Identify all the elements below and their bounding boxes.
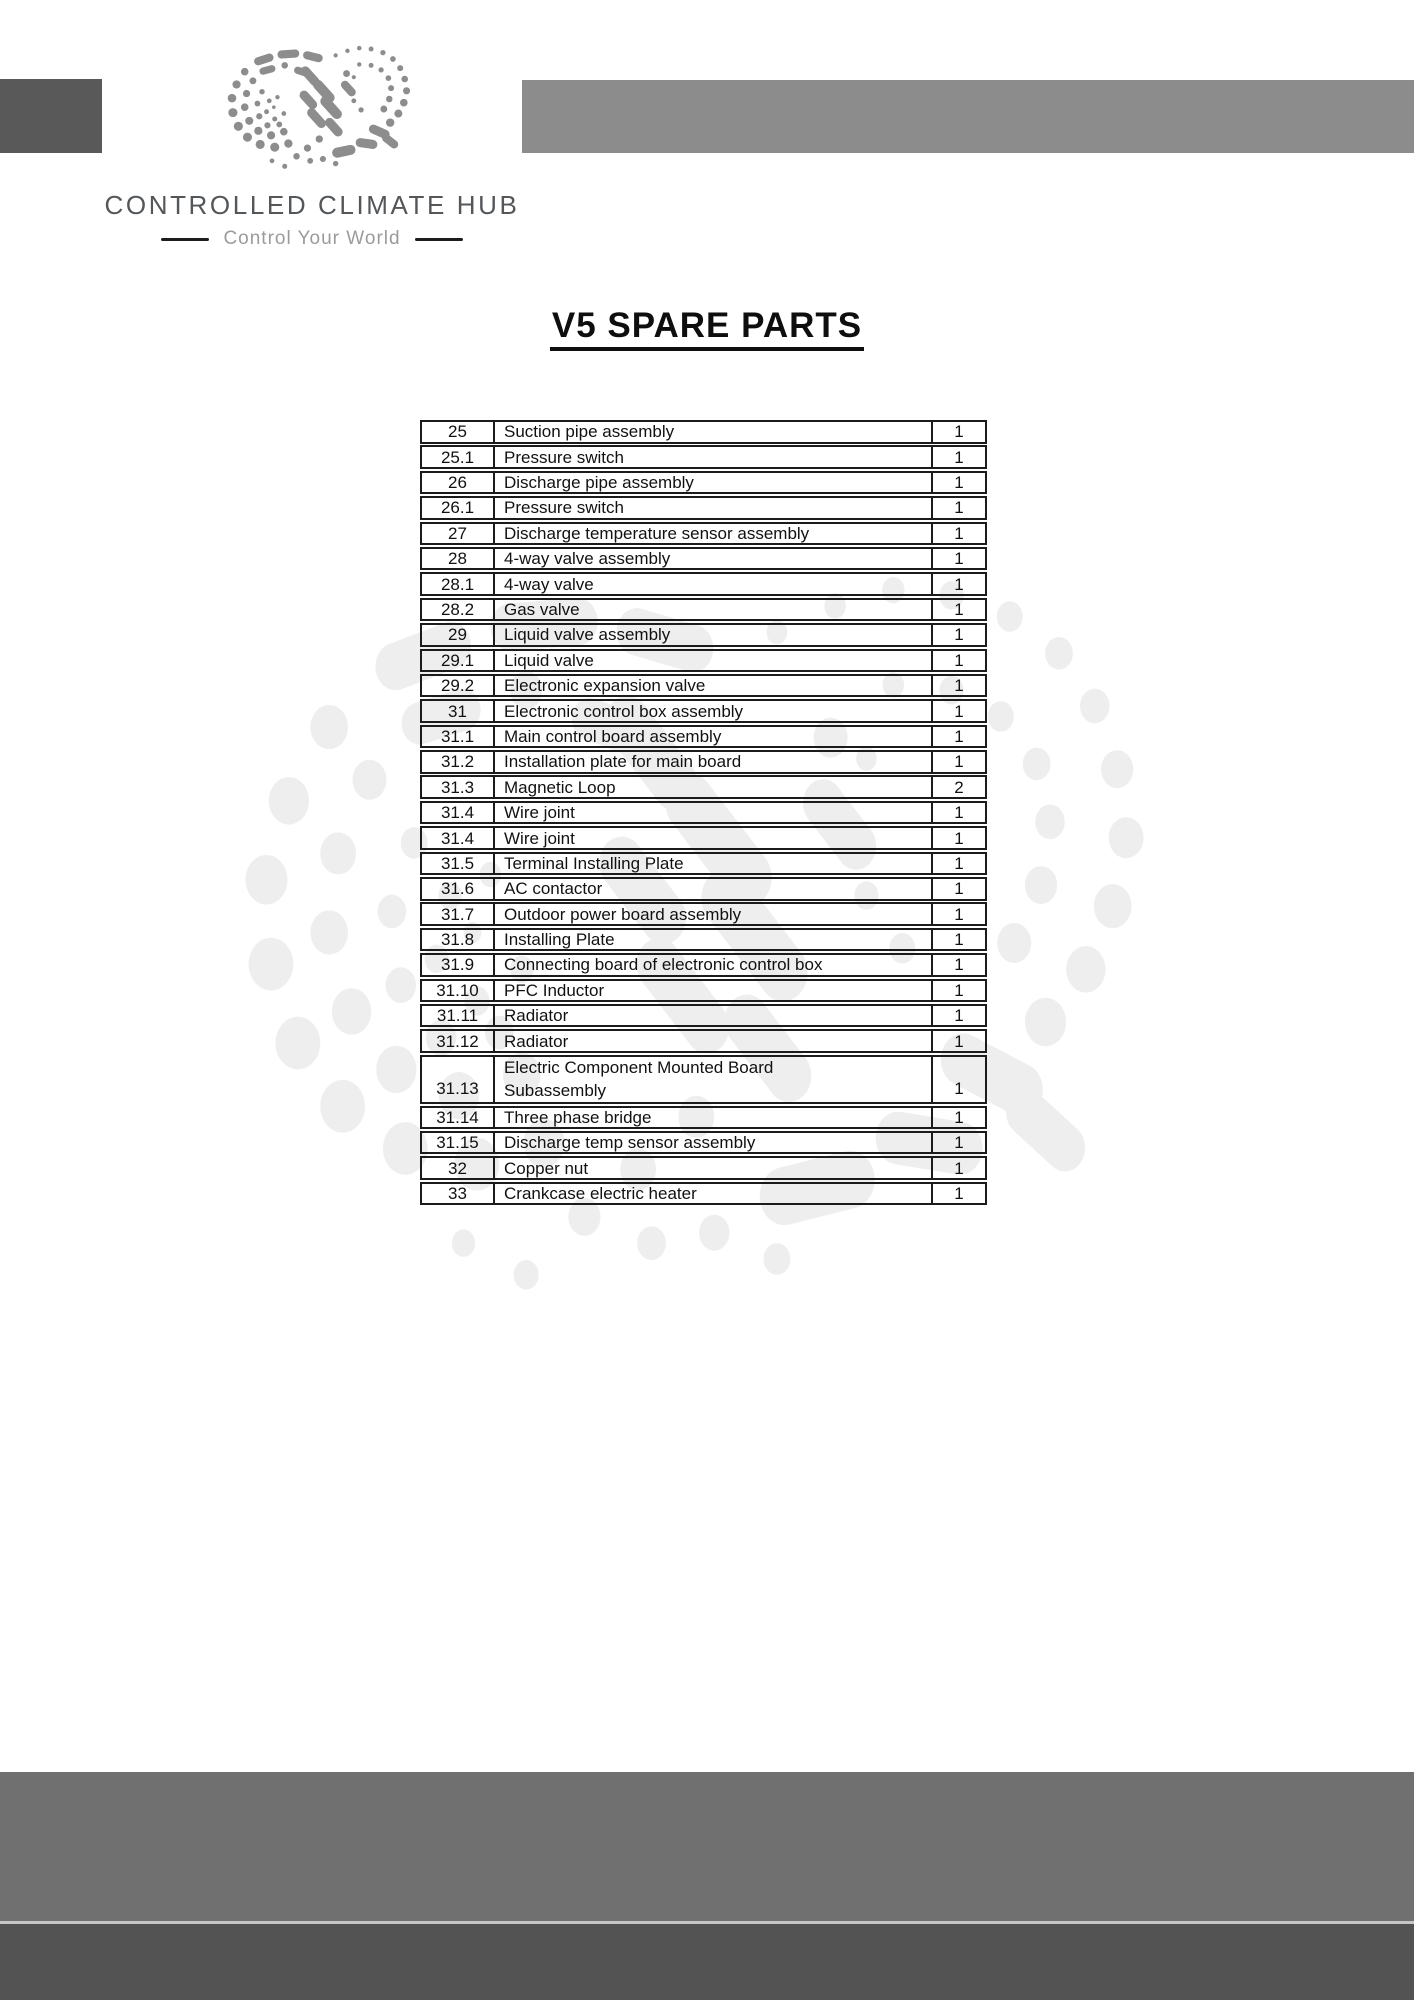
row-number-cell: 31.4 — [422, 803, 495, 823]
row-qty-cell: 1 — [931, 1158, 985, 1178]
row-description-cell: Wire joint — [504, 828, 575, 848]
row-qty-cell: 1 — [931, 600, 985, 620]
row-qty-cell: 1 — [931, 854, 985, 874]
footer-upper-band — [0, 1772, 1414, 1921]
table-row — [420, 826, 987, 850]
row-number-cell: 31.9 — [422, 955, 495, 975]
row-qty-cell: 1 — [931, 574, 985, 594]
row-qty-cell: 1 — [931, 447, 985, 467]
row-number-cell: 29.1 — [422, 651, 495, 671]
row-number-cell: 31.7 — [422, 904, 495, 924]
row-qty-cell: 1 — [931, 549, 985, 569]
row-description-cell: Radiator — [504, 1031, 569, 1051]
row-number-cell: 31.3 — [422, 777, 495, 797]
table-row — [420, 445, 987, 469]
header-left-block — [0, 79, 102, 153]
row-qty-cell: 1 — [931, 1108, 985, 1128]
row-description-cell: 4-way valve assembly — [504, 549, 671, 569]
row-description-cell: Liquid valve assembly — [504, 625, 671, 645]
table-row — [420, 1106, 987, 1130]
page-title — [0, 306, 1414, 351]
row-description-cell: Pressure switch — [504, 498, 624, 518]
row-description-cell: Terminal Installing Plate — [504, 853, 684, 873]
row-description-cell: Copper nut — [504, 1158, 589, 1178]
brand-name: CONTROLLED CLIMATE HUB — [104, 190, 520, 220]
row-number-cell: 31.12 — [422, 1031, 495, 1051]
row-number-cell: 25 — [422, 422, 495, 442]
table-row — [420, 801, 987, 825]
row-number-cell: 31.10 — [422, 981, 495, 1001]
row-number-cell: 31.11 — [422, 1006, 495, 1026]
row-number-cell: 29 — [422, 625, 495, 645]
row-number-cell: 26 — [422, 473, 495, 493]
row-qty-cell: 1 — [931, 727, 985, 747]
table-row — [420, 674, 987, 698]
parts-table — [420, 420, 987, 1207]
table-row — [420, 775, 987, 799]
row-qty-cell: 1 — [931, 422, 985, 442]
table-row — [420, 420, 987, 444]
row-description-cell: Outdoor power board assembly — [504, 904, 742, 924]
row-number-cell: 31.5 — [422, 854, 495, 874]
row-description-cell: Liquid valve — [504, 650, 594, 670]
row-qty-cell: 1 — [931, 803, 985, 823]
table-row — [420, 547, 987, 571]
table-row — [420, 1156, 987, 1180]
table-row — [420, 953, 987, 977]
tagline-dash-left — [161, 238, 209, 241]
row-number-cell: 31.4 — [422, 828, 495, 848]
tagline-text: Control Your World — [223, 228, 401, 249]
row-description-cell: Installation plate for main board — [504, 752, 742, 772]
tagline-dash-right — [415, 238, 463, 241]
description-line-2: Subassembly — [504, 1081, 607, 1101]
row-description-cell: Installing Plate — [504, 930, 615, 950]
row-number-cell: 31.2 — [422, 752, 495, 772]
table-row — [420, 852, 987, 876]
row-description-cell: Discharge pipe assembly — [504, 473, 694, 493]
table-row — [420, 496, 987, 520]
row-description-cell: Connecting board of electronic control box — [504, 955, 823, 975]
table-row — [420, 877, 987, 901]
brand-tagline — [62, 228, 562, 250]
row-number-cell: 33 — [422, 1184, 495, 1204]
row-description-cell: Main control board assembly — [504, 726, 722, 746]
row-number-cell: 32 — [422, 1158, 495, 1178]
row-number-cell: 25.1 — [422, 447, 495, 467]
table-row — [420, 1004, 987, 1028]
row-qty-cell: 1 — [931, 981, 985, 1001]
row-qty-cell: 1 — [931, 1006, 985, 1026]
row-number-cell: 31.6 — [422, 879, 495, 899]
row-qty-cell: 1 — [931, 1133, 985, 1153]
row-description-cell: Discharge temperature sensor assembly — [504, 523, 810, 543]
row-number-cell: 31 — [422, 701, 495, 721]
table-row — [420, 649, 987, 673]
row-number-cell: 29.2 — [422, 676, 495, 696]
row-description-cell — [495, 1057, 931, 1102]
row-qty-cell: 1 — [931, 904, 985, 924]
row-qty-cell: 1 — [931, 752, 985, 772]
row-description-cell: Gas valve — [504, 599, 580, 619]
table-row — [420, 572, 987, 596]
row-qty-cell: 1 — [931, 498, 985, 518]
table-row — [420, 750, 987, 774]
row-qty-cell: 1 — [931, 701, 985, 721]
row-qty-cell: 1 — [931, 828, 985, 848]
row-qty-cell: 1 — [931, 955, 985, 975]
brand-logo-mark-icon — [212, 40, 412, 178]
table-row — [420, 1182, 987, 1206]
row-description-cell: Magnetic Loop — [504, 777, 616, 797]
row-number-cell: 28.1 — [422, 574, 495, 594]
row-qty-cell: 1 — [931, 1184, 985, 1204]
table-row — [420, 699, 987, 723]
table-row — [420, 979, 987, 1003]
footer-lower-band — [0, 1924, 1414, 2000]
row-description-cell: Suction pipe assembly — [504, 422, 675, 442]
row-number-cell: 31.1 — [422, 727, 495, 747]
table-row — [420, 1131, 987, 1155]
table-row — [420, 725, 987, 749]
table-row — [420, 522, 987, 546]
row-description-cell: AC contactor — [504, 879, 603, 899]
row-qty-cell: 1 — [931, 879, 985, 899]
row-qty-cell: 1 — [931, 524, 985, 544]
table-row — [420, 598, 987, 622]
row-qty-cell: 2 — [931, 777, 985, 797]
description-line-1: Electric Component Mounted Board — [504, 1058, 774, 1078]
table-row — [420, 1055, 987, 1104]
row-qty-cell: 1 — [931, 625, 985, 645]
row-number-cell: 31.13 — [422, 1057, 495, 1102]
row-description-cell: Pressure switch — [504, 447, 624, 467]
row-description-cell: Wire joint — [504, 803, 575, 823]
row-number-cell: 31.15 — [422, 1133, 495, 1153]
row-description-cell: Electronic control box assembly — [504, 701, 744, 721]
row-qty-cell: 1 — [931, 1031, 985, 1051]
row-qty-cell: 1 — [931, 930, 985, 950]
page-title-text: V5 SPARE PARTS — [550, 306, 864, 351]
row-qty-cell: 1 — [931, 473, 985, 493]
table-row — [420, 902, 987, 926]
row-description-cell: Crankcase electric heater — [504, 1183, 697, 1203]
row-description-cell: Three phase bridge — [504, 1107, 652, 1127]
row-number-cell: 31.8 — [422, 930, 495, 950]
row-description-cell: Radiator — [504, 1006, 569, 1026]
row-qty-cell: 1 — [931, 676, 985, 696]
row-description-cell: Discharge temp sensor assembly — [504, 1133, 756, 1153]
table-row — [420, 928, 987, 952]
row-qty-cell: 1 — [931, 651, 985, 671]
row-number-cell: 28.2 — [422, 600, 495, 620]
table-row — [420, 471, 987, 495]
row-number-cell: 31.14 — [422, 1108, 495, 1128]
table-row — [420, 623, 987, 647]
row-qty-cell: 1 — [931, 1057, 985, 1102]
row-number-cell: 26.1 — [422, 498, 495, 518]
header-accent-bar — [522, 80, 1414, 153]
row-description-cell: 4-way valve — [504, 574, 594, 594]
row-number-cell: 28 — [422, 549, 495, 569]
row-description-cell: PFC Inductor — [504, 980, 605, 1000]
table-row — [420, 1029, 987, 1053]
row-number-cell: 27 — [422, 524, 495, 544]
row-description-cell: Electronic expansion valve — [504, 676, 706, 696]
